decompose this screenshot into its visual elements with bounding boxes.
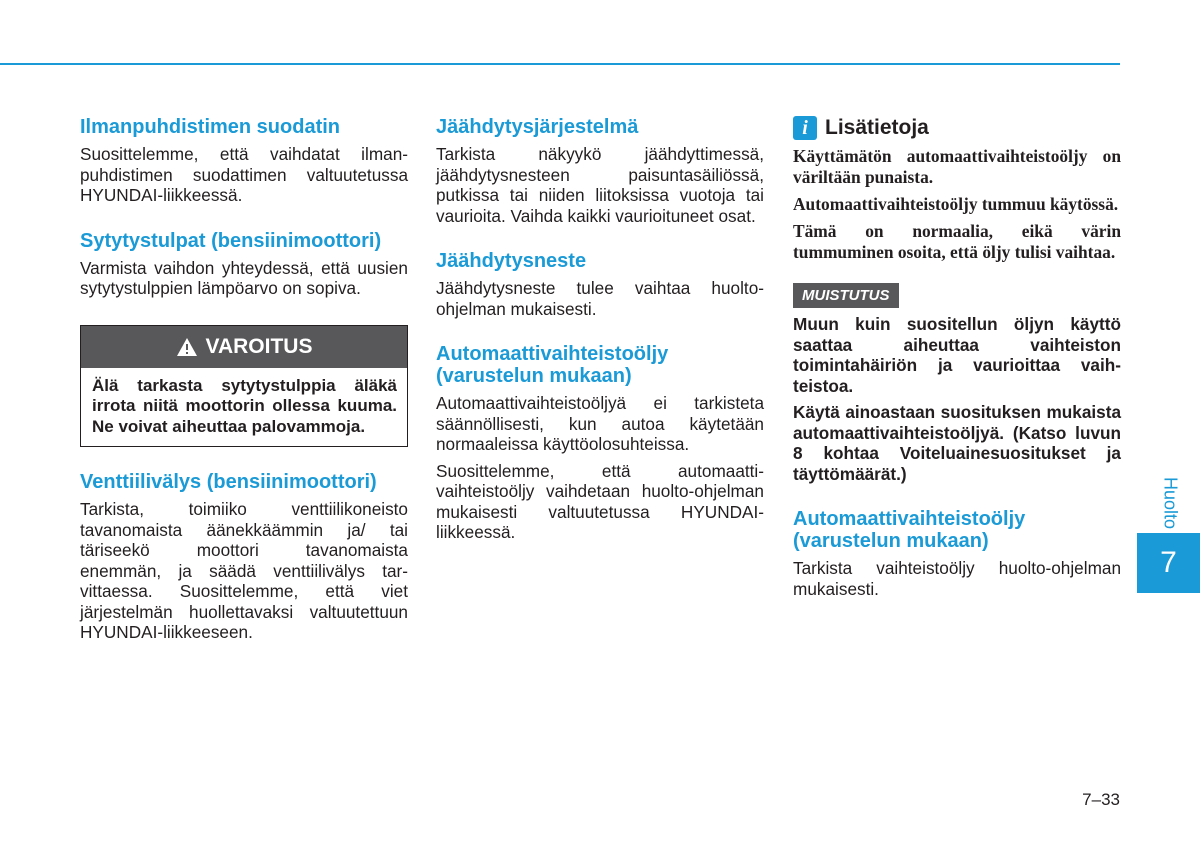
info-paragraph: Käyttämätön automaattivaihteistoöljy on väriltään punaista. (793, 146, 1121, 187)
section-body-spark-plugs: Varmista vaihdon yhteydessä, että uusien sytytystulppien lämpöarvo on sopiva. (80, 257, 408, 298)
notice-paragraph: Muun kuin suositellun öljyn käyttö saattaa aiheuttaa vaihteiston toimintahäiriön ja vaurioittaa vaihteistoa. (793, 314, 1121, 396)
section-title-atf: Automaattivaihteistoöljy (varustelun mukaan) (436, 343, 669, 387)
section-title-cooling-system: Jäähdytysjärjestelmä (436, 116, 639, 138)
section-title-atf-check: Automaattivaihteistoöljy (varustelun mukaan) (793, 508, 1026, 552)
section-body-atf-2: Suosittelemme, että automaattivaihteistoöljy vaihdetaan huolto-ohjelman mukaisesti valtuutetussa HYUNDAI-liikkeessä. (436, 460, 764, 542)
info-icon: i (793, 116, 817, 140)
warning-label: VAROITUS (205, 334, 313, 358)
section-body-cooling-system: Tarkista näkyykö jäähdyttimessä, jäähdytysnesteen paisuntasäiliössä, putkissa tai niiden liitoksissa vuotoja tai vaurioita. Vaihda kaikki vaurioituneet osat. (436, 144, 764, 226)
section-body-atf-1: Automaattivaihteistoöljyä ei tarkisteta säännöllisesti, kun autoa käytetään normaaleissa käyttöolosuhteissa. (436, 393, 764, 454)
info-title: Lisätietoja (825, 116, 929, 139)
section-body-air-filter: Suosittelemme, että vaihdatat ilmanpuhdistimen suodattimen valtuutetussa HYUNDAI-liikkeessä. (80, 144, 408, 205)
warning-triangle-icon (176, 337, 198, 357)
page-number: 7–33 (1082, 790, 1120, 809)
chapter-name: Huolto (1160, 476, 1181, 530)
section-title-coolant: Jäähdytysneste (436, 250, 587, 272)
section-body-valve-clearance: Tarkista, toimiiko venttiilikoneisto tavanomaista äänekkäämmin ja/ tai täriseekö moottori tavanomaista enemmän, ja säädä venttiilivälys tarvittaessa. Suosittelemme, että viet järjestelmän huollettavaksi valtuutettuun HYUNDAI-liikkeeseen. (80, 499, 408, 642)
info-heading (793, 116, 1121, 140)
warning-header (81, 326, 407, 368)
info-paragraph: Tämä on normaalia, eikä värin tummuminen osoita, että öljy tulisi vaihtaa. (793, 221, 1121, 262)
warning-text: Älä tarkasta sytytystulppia äläkä irrota niitä moottorin ollessa kuuma. Ne voivat aiheuttaa palovammoja. (92, 375, 397, 436)
chapter-tab-label (1150, 468, 1190, 538)
warning-box (80, 325, 408, 448)
column-right (793, 116, 1121, 599)
column-left (80, 116, 408, 643)
notice-paragraph: Käytä ainoastaan suosituksen mukaista automaattivaihteistoöljyä. (Katso luvun 8 kohtaa Voiteluainesuositukset ja täyttömäärät.) (793, 402, 1121, 484)
info-paragraph: Automaattivaihteistoöljy tummuu käytössä. (793, 194, 1119, 214)
column-middle (436, 116, 764, 543)
chapter-tab: 7 (1137, 533, 1200, 593)
section-title-air-filter: Ilmanpuhdistimen suodatin (80, 116, 341, 138)
top-rule (0, 63, 1120, 65)
notice-label: MUISTUTUS (793, 283, 899, 308)
section-title-spark-plugs: Sytytystulpat (bensiinimoottori) (80, 229, 382, 252)
section-body-atf-check: Tarkista vaihteistoöljy huolto-ohjelman mukaisesti. (793, 558, 1121, 599)
section-title-valve-clearance: Venttiilivälys (bensiinimoottori) (80, 471, 377, 493)
section-body-coolant: Jäähdytysneste tulee vaihtaa huolto-ohjelman mukaisesti. (436, 278, 764, 319)
